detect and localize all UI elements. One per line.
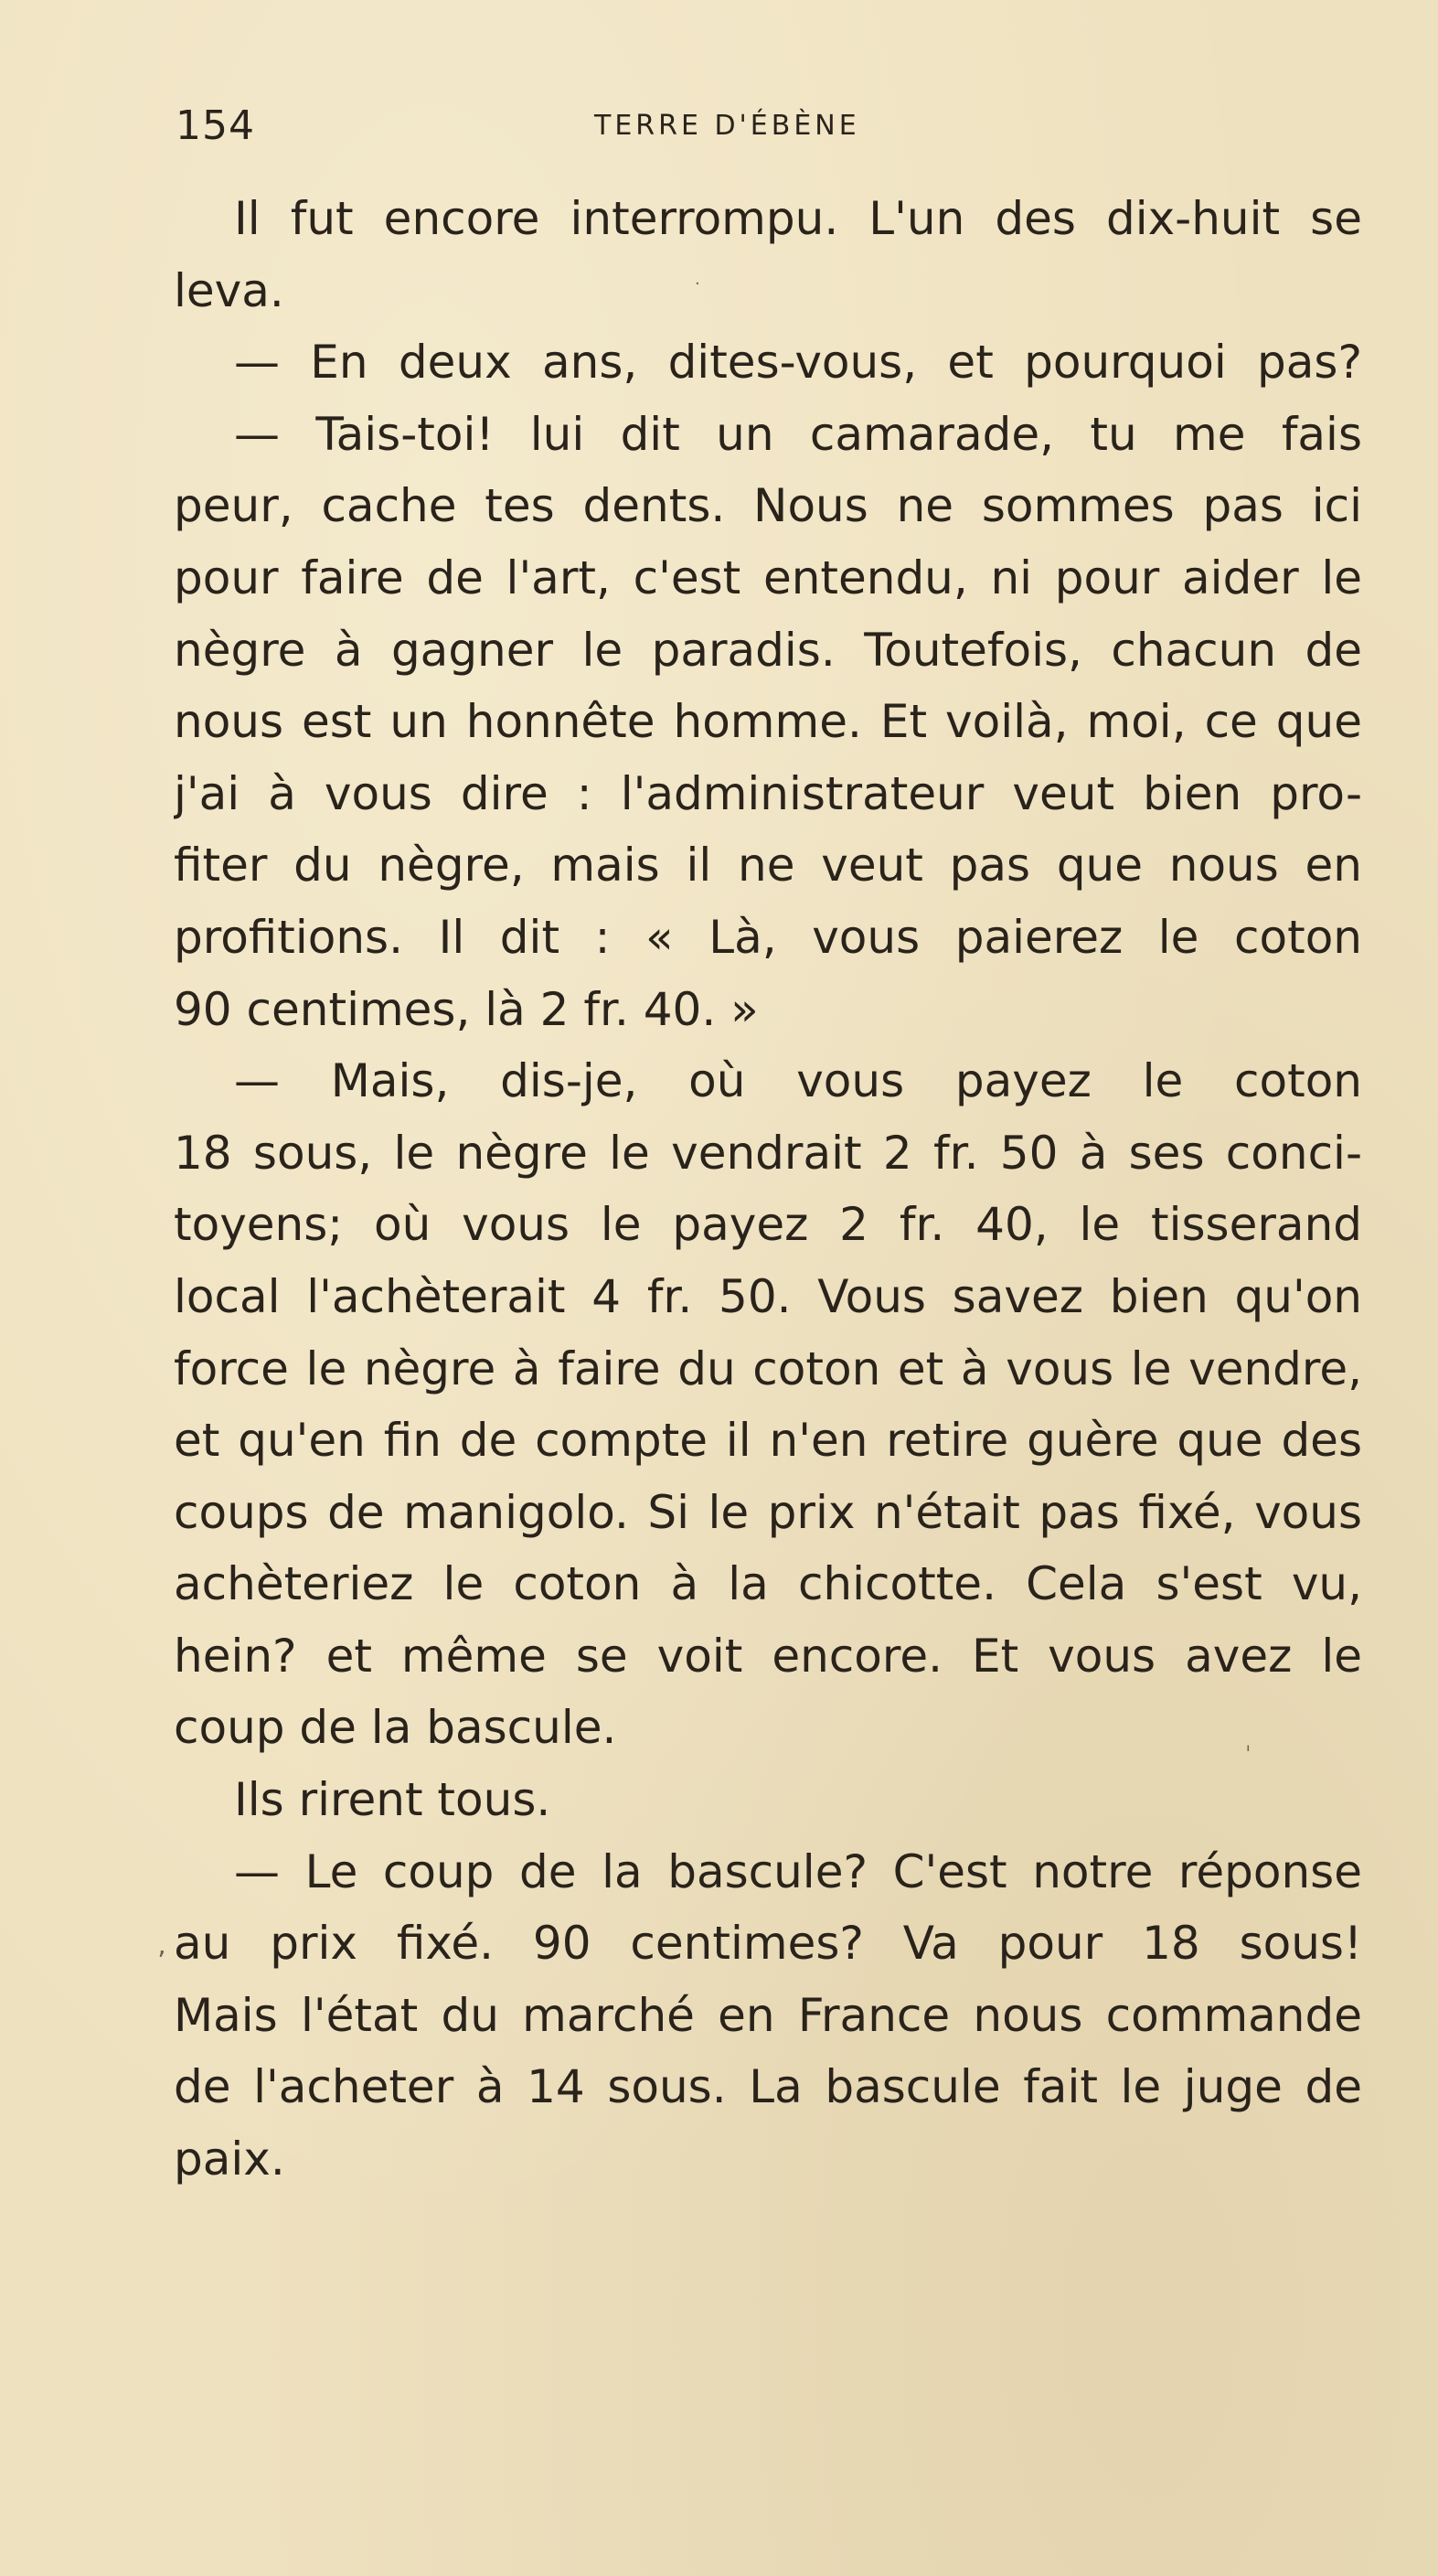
text-line: toyens; où vous le payez 2 fr. 40, le tisserand — [174, 1198, 1362, 1252]
paper-speck: ʼ — [157, 1946, 166, 1978]
text-line: coups de manigolo. Si le prix n'était pas fixé, vous — [174, 1485, 1362, 1539]
text-line: pour faire de l'art, c'est entendu, ni pour aider le — [174, 550, 1362, 604]
text-line: Il fut encore interrompu. L'un des dix-huit se — [234, 192, 1362, 245]
running-title: TERRE D'ÉBÈNE — [594, 110, 860, 142]
text-line: peur, cache tes dents. Nous ne sommes pas ici — [174, 479, 1362, 533]
text-line: — En deux ans, dites-vous, et pourquoi pas? — [234, 336, 1362, 390]
text-line: force le nègre à faire du coton et à vous le vendre, — [174, 1341, 1362, 1395]
paper-speck: ˈ — [1245, 1742, 1252, 1768]
text-line: — Le coup de la bascule? C'est notre réponse — [234, 1844, 1362, 1898]
text-line: coup de la bascule. — [174, 1701, 617, 1755]
text-line: fiter du nègre, mais il ne veut pas que nous en — [174, 839, 1362, 893]
text-line: Mais l'état du marché en France nous commande — [174, 1988, 1362, 2042]
text-line: et qu'en fin de compte il n'en retire guère que des — [174, 1414, 1362, 1468]
text-line: Ils rirent tous. — [234, 1773, 551, 1827]
text-line: 18 sous, le nègre le vendrait 2 fr. 50 à ses conci- — [174, 1126, 1362, 1180]
text-line: profitions. Il dit : « Là, vous paierez le coton — [174, 910, 1362, 964]
text-line: de l'acheter à 14 sous. La bascule fait le juge de — [174, 2060, 1362, 2114]
body-text — [174, 183, 1362, 2196]
text-line: nègre à gagner le paradis. Toutefois, chacun de — [174, 623, 1362, 677]
text-line: achèteriez le coton à la chicotte. Cela s'est vu, — [174, 1557, 1362, 1611]
text-line: — Mais, dis-je, où vous payez le coton — [234, 1054, 1362, 1108]
text-line: paix. — [174, 2132, 285, 2186]
page-number: 154 — [176, 102, 255, 149]
text-line: nous est un honnête homme. Et voilà, moi, ce que — [174, 695, 1362, 749]
paper-speck: · — [695, 274, 700, 294]
text-line: leva. — [174, 263, 284, 317]
text-line: hein? et même se voit encore. Et vous avez le — [174, 1629, 1362, 1683]
text-line: j'ai à vous dire : l'administrateur veut bien pro- — [174, 766, 1362, 820]
text-line: 90 centimes, là 2 fr. 40. » — [174, 982, 759, 1036]
page-header — [176, 102, 1373, 157]
text-line: local l'achèterait 4 fr. 50. Vous savez bien qu'on — [174, 1269, 1362, 1323]
text-line: au prix fixé. 90 centimes? Va pour 18 sous! — [174, 1917, 1362, 1971]
text-line: — Tais-toi! lui dit un camarade, tu me fais — [234, 407, 1362, 461]
